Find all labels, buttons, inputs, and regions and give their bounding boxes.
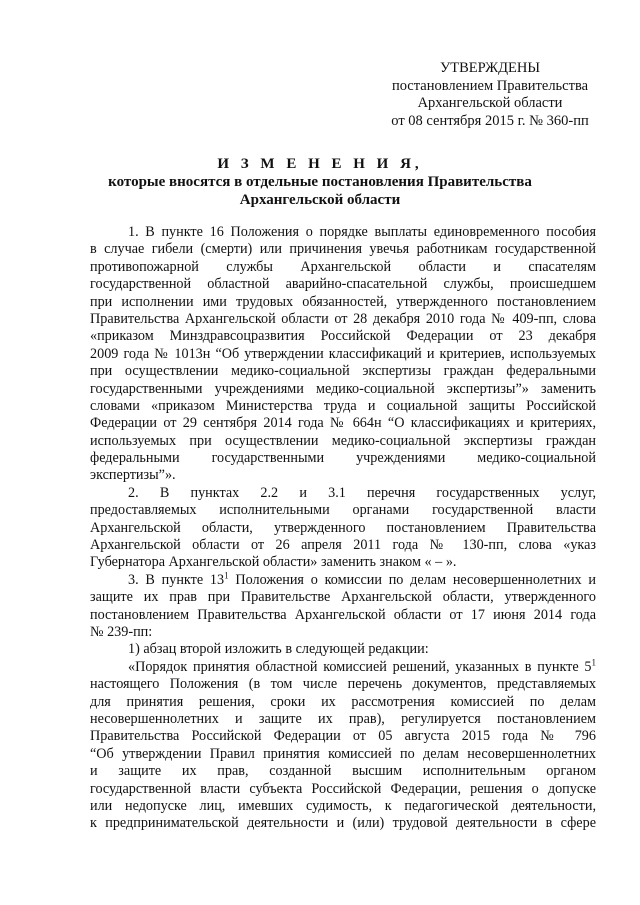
text-line: “Об утверждении Правил принятия комиссией по делам несовершеннолетних xyxy=(90,745,596,762)
approval-line: постановлением Правительства xyxy=(391,77,589,94)
text-line: 1. В пункте 16 Положения о порядке выплаты единовременного пособия xyxy=(128,224,596,240)
text-line: при исполнении ими трудовых обязанностей, утвержденного постановлением xyxy=(90,293,596,310)
text-line: государственной власти субъекта Российской Федерации, решения о допуске xyxy=(90,780,596,797)
text-line: государственной областной аварийно-спасательной службы, происшедшем xyxy=(90,276,596,293)
text-line: для принятия решения, сроки их рассмотрения комиссией по делам xyxy=(90,693,596,710)
text-line: предоставляемых исполнительными органами государственной власти xyxy=(90,502,596,519)
superscript: 1 xyxy=(591,657,596,668)
approval-title: УТВЕРЖДЕНЫ xyxy=(439,60,541,76)
text-line xyxy=(90,572,596,589)
text-line: используемых при осуществлении медико-социальной экспертизы граждан xyxy=(90,432,596,449)
text-line: экспертизы”». xyxy=(90,467,176,484)
text-line: или недопуске лиц, имевших судимость, к педагогической деятельности, xyxy=(90,797,596,814)
text-line: № 239-пп: xyxy=(90,623,153,640)
text-line: и защите их прав, созданной высшим исполнительным органом xyxy=(90,763,596,780)
text-line: Архангельской области от 26 апреля 2011 года № 130-пп, слова «указ xyxy=(90,537,596,554)
text-line: федеральными государственными учреждениями медико-социальной xyxy=(90,450,596,467)
text-fragment: Положения о комиссии по делам несовершеннолетних и xyxy=(228,571,596,588)
text-line: 2009 года № 1013н “Об утверждении классификаций и критериев, используемых xyxy=(90,345,596,362)
text-line: к предпринимательской деятельности и (или) трудовой деятельности в сфере xyxy=(90,815,596,832)
title-subtitle: Архангельской области xyxy=(239,192,401,208)
text-line: настоящего Положения (в том числе перечень документов, представляемых xyxy=(90,676,596,693)
text-line: защите их прав при Правительстве Архангельской области, утвержденного xyxy=(90,589,596,606)
text-line: Архангельской области, утвержденного постановлением Правительства xyxy=(90,519,596,536)
text-line: Правительства Архангельской области от 28 декабря 2010 года № 409-пп, слова xyxy=(90,310,596,327)
text-line: 1) абзац второй изложить в следующей редакции: xyxy=(128,641,429,658)
title-heading: И З М Е Н Е Н И Я, xyxy=(217,156,423,172)
text-line: в случае гибели (смерти) или причинения увечья работникам государственной xyxy=(90,241,596,258)
text-line: постановлением Правительства Архангельской области от 17 июня 2014 года xyxy=(90,606,596,623)
approval-line: Архангельской области xyxy=(417,95,563,111)
text-line: при осуществлении медико-социальной экспертизы граждан федеральными xyxy=(90,363,596,380)
text-line: Федерации от 29 сентября 2014 года № 664н “О классификациях и критериях, xyxy=(90,415,596,432)
approval-stamp xyxy=(380,60,600,130)
text-line: государственными учреждениями медико-социальной экспертизы”» заменить xyxy=(90,380,596,397)
text-line: несовершеннолетних и защите их прав), регулируется постановлением xyxy=(90,710,596,727)
superscript: 1 xyxy=(224,570,229,581)
text-fragment: «Порядок принятия областной комиссией решений, указанных в пункте 5 xyxy=(128,658,592,675)
title-subtitle: которые вносятся в отдельные постановления Правительства xyxy=(108,174,532,190)
text-line xyxy=(90,659,596,676)
text-line: Губернатора Архангельской области» заменить знаком « – ». xyxy=(90,554,457,571)
text-line: противопожарной службы Архангельской области и спасателям xyxy=(90,258,596,275)
document-title xyxy=(90,155,550,209)
text-line: 2. В пунктах 2.2 и 3.1 перечня государственных услуг, xyxy=(128,484,596,501)
text-line: Правительства Российской Федерации от 05 августа 2015 года № 796 xyxy=(90,728,596,745)
approval-date: от 08 сентября 2015 г. № 360-пп xyxy=(391,112,589,129)
text-line: «приказом Минздравсоцразвития Российской Федерации от 23 декабря xyxy=(90,328,596,345)
document-body xyxy=(90,224,596,833)
text-fragment: 3. В пункте 13 xyxy=(128,571,225,588)
text-line: словами «приказом Министерства труда и социальной защиты Российской xyxy=(90,397,596,414)
